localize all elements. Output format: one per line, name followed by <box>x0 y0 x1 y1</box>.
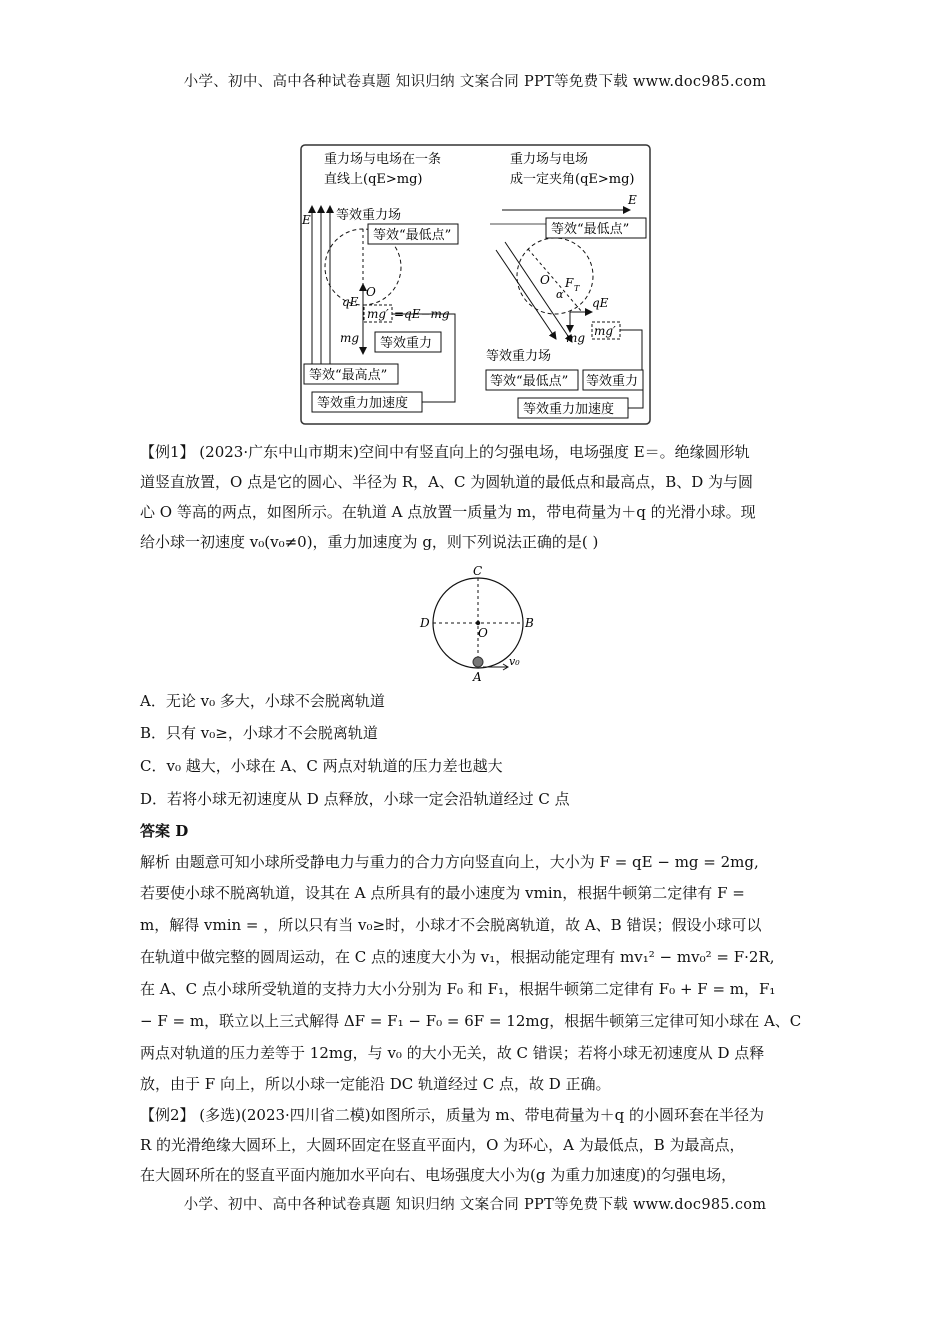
label-E-right: E <box>628 193 637 207</box>
label-alpha: α <box>556 288 564 301</box>
example1-line4: 给小球一初速度 v₀(v₀≠0)，重力加速度为 g，则下列说法正确的是( ) <box>140 533 599 551</box>
label-mgp-right: mg′ <box>594 324 616 338</box>
label-eq-left: =qE−mg <box>394 307 450 321</box>
equiv-gravity-right: 等效重力 <box>586 374 639 389</box>
label-mg-left: mg <box>340 331 360 345</box>
label-O: O <box>478 626 488 640</box>
equivalent-gravity-diagram <box>300 144 652 426</box>
explanation-line1: 解析 由题意可知小球所受静电力与重力的合力方向竖直向上，大小为 F = qE − mg = 2mg, <box>140 853 759 871</box>
label-E-left: E <box>302 213 311 227</box>
accel-label-left: 等效重力加速度 <box>317 396 409 411</box>
page-footer: 小学、初中、高中各种试卷真题 知识归纳 文案合同 PPT等免费下载 www.doc985.com <box>183 1197 767 1213</box>
lowest-label-right-2: 等效“最低点” <box>490 374 569 389</box>
option-B: B．只有 v₀≥，小球才不会脱离轨道 <box>140 724 378 742</box>
example2-line2: R 的光滑绝缘大圆环上，大圆环固定在竖直平面内，O 为环心，A 为最低点，B 为最高点， <box>140 1136 745 1154</box>
label-qE-left: qE <box>342 295 359 309</box>
equiv-gravity-left: 等效重力 <box>380 336 433 351</box>
example1-line3: 心 O 等高的两点，如图所示。在轨道 A 点放置一质量为 m，带电荷量为＋q 的光滑小球。现 <box>140 503 756 521</box>
option-A: A．无论 v₀ 多大，小球不会脱离轨道 <box>140 692 385 710</box>
circular-track-figure <box>415 565 535 683</box>
explanation-line4: 在轨道中做完整的圆周运动，在 C 点的速度大小为 v₁，根据动能定理有 mv₁² − mv₀² = F·2R, <box>140 948 775 966</box>
label-FT-sub: T <box>574 284 580 293</box>
example2-line1: 【例2】 (多选)(2023·四川省二模)如图所示，质量为 m、带电荷量为＋q 的小圆环套在半径为 <box>140 1106 765 1124</box>
right-title-1: 重力场与电场 <box>510 152 589 167</box>
label-B: B <box>525 616 534 630</box>
label-mg-right: mg <box>566 331 586 345</box>
label-qE-right: qE <box>592 296 609 310</box>
explanation-line5: 在 A、C 点小球所受轨道的支持力大小分别为 F₀ 和 F₁，根据牛顿第二定律有 F₀ + F = m，F₁ <box>140 980 776 998</box>
answer: 答案 D <box>140 822 189 840</box>
label-FT: F <box>565 276 574 290</box>
example2-line3: 在大圆环所在的竖直平面内施加水平向右、电场强度大小为(g 为重力加速度)的匀强电场， <box>140 1166 737 1184</box>
explanation-line3: m，解得 vmin = ，所以只有当 v₀≥时，小球才不会脱离轨道，故 A、B 错误；假设小球可以 <box>140 916 762 934</box>
equiv-field-left: 等效重力场 <box>336 208 402 223</box>
accel-label-right: 等效重力加速度 <box>523 402 615 417</box>
label-C: C <box>473 565 483 578</box>
page-header: 小学、初中、高中各种试卷真题 知识归纳 文案合同 PPT等免费下载 www.doc985.com <box>183 74 767 90</box>
lowest-label-right: 等效“最低点” <box>551 222 630 237</box>
example1-line1: 【例1】 (2023·广东中山市期末)空间中有竖直向上的匀强电场，电场强度 E＝。绝缘圆形轨 <box>140 443 750 461</box>
explanation-line7: 两点对轨道的压力差等于 12mg，与 v₀ 的大小无关，故 C 错误；若将小球无初速度从 D 点释 <box>140 1044 765 1062</box>
label-O-left: O <box>366 285 376 299</box>
option-D: D．若将小球无初速度从 D 点释放，小球一定会沿轨道经过 C 点 <box>140 790 570 808</box>
right-title-2: 成一定夹角(qE>mg) <box>510 172 635 187</box>
label-mgp-left: mg′ <box>367 307 389 321</box>
highest-label-left: 等效“最高点” <box>309 368 388 383</box>
label-D: D <box>420 616 430 630</box>
label-A: A <box>473 670 482 683</box>
label-O-right: O <box>540 273 550 287</box>
center-dot <box>476 621 480 625</box>
explanation-line8: 放，由于 F 向上，所以小球一定能沿 DC 轨道经过 C 点，故 D 正确。 <box>140 1075 611 1093</box>
label-v0: v₀ <box>509 655 520 668</box>
left-title-1: 重力场与电场在一条 <box>324 152 442 167</box>
option-C: C．v₀ 越大，小球在 A、C 两点对轨道的压力差也越大 <box>140 757 503 775</box>
ball <box>473 657 483 667</box>
explanation-line6: − F = m，联立以上三式解得 ΔF = F₁ − F₀ = 6F = 12mg，根据牛顿第三定律可知小球在 A、C <box>140 1012 802 1030</box>
left-title-2: 直线上(qE>mg) <box>324 172 423 187</box>
explanation-line2: 若要使小球不脱离轨道，设其在 A 点所具有的最小速度为 vmin，根据牛顿第二定律有 F = <box>140 884 745 902</box>
lowest-label-left: 等效“最低点” <box>373 228 452 243</box>
example1-line2: 道竖直放置，O 点是它的圆心、半径为 R，A、C 为圆轨道的最低点和最高点，B、D 为与圆 <box>140 473 754 491</box>
equiv-field-right: 等效重力场 <box>486 349 552 364</box>
